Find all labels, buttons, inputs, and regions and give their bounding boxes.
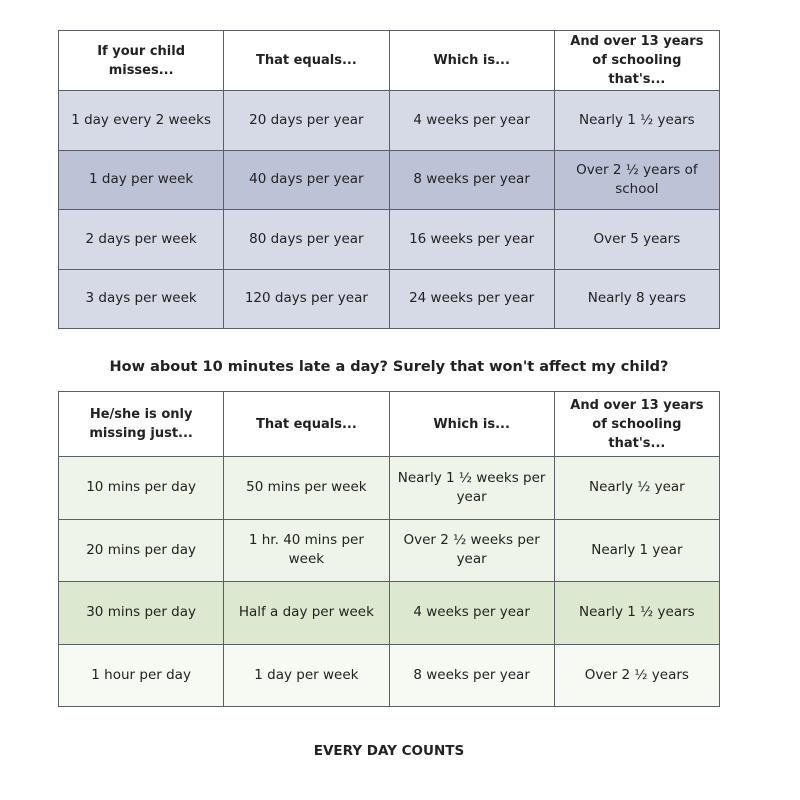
table-cell: 10 mins per day [59, 457, 224, 520]
table-cell: 40 days per year [224, 150, 389, 210]
table-cell: 1 hour per day [59, 644, 224, 707]
table-cell: Nearly ½ year [554, 457, 719, 520]
header-cell: That equals... [224, 392, 389, 457]
header-cell: He/she is only missing just... [59, 392, 224, 457]
header-cell: And over 13 years of schooling that's... [554, 392, 719, 457]
footer-slogan: EVERY DAY COUNTS [313, 743, 465, 759]
table-cell: Nearly 1 ½ weeks per year [389, 457, 554, 520]
lateness-table [58, 391, 720, 707]
header-cell: That equals... [224, 31, 389, 91]
header-cell: Which is... [389, 31, 554, 91]
header-cell: If your child misses... [59, 31, 224, 91]
table-row [59, 150, 720, 210]
table-row [59, 210, 720, 270]
table-cell: Over 2 ½ years of school [554, 150, 719, 210]
table-cell: 1 hr. 40 mins per week [224, 519, 389, 582]
question-heading: How about 10 minutes late a day? Surely that won't affect my child? [109, 359, 669, 375]
table-cell: 4 weeks per year [389, 582, 554, 645]
table-row [59, 457, 720, 520]
table-cell: Over 2 ½ weeks per year [389, 519, 554, 582]
table-cell: 24 weeks per year [389, 269, 554, 329]
table-cell: Over 5 years [554, 210, 719, 270]
table-cell: 30 mins per day [59, 582, 224, 645]
table-cell: Nearly 1 ½ years [554, 91, 719, 151]
table-cell: Nearly 1 ½ years [554, 582, 719, 645]
table-cell: Half a day per week [224, 582, 389, 645]
table-cell: 80 days per year [224, 210, 389, 270]
table-cell: 8 weeks per year [389, 644, 554, 707]
table-cell: 16 weeks per year [389, 210, 554, 270]
table-cell: 2 days per week [59, 210, 224, 270]
table-cell: 1 day per week [224, 644, 389, 707]
table-cell: 50 mins per week [224, 457, 389, 520]
table-header-row [59, 31, 720, 91]
table-header-row [59, 392, 720, 457]
table-cell: 8 weeks per year [389, 150, 554, 210]
table-cell: Nearly 1 year [554, 519, 719, 582]
header-cell: And over 13 years of schooling that's... [554, 31, 719, 91]
table-cell: 20 mins per day [59, 519, 224, 582]
table-row [59, 91, 720, 151]
table-cell: 3 days per week [59, 269, 224, 329]
header-cell: Which is... [389, 392, 554, 457]
table-row [59, 519, 720, 582]
table-cell: Nearly 8 years [554, 269, 719, 329]
table-cell: 20 days per year [224, 91, 389, 151]
table-cell: 120 days per year [224, 269, 389, 329]
table-row [59, 582, 720, 645]
table-cell: Over 2 ½ years [554, 644, 719, 707]
table-row [59, 644, 720, 707]
table-cell: 1 day per week [59, 150, 224, 210]
table-cell: 4 weeks per year [389, 91, 554, 151]
table-row [59, 269, 720, 329]
table-cell: 1 day every 2 weeks [59, 91, 224, 151]
absence-table [58, 30, 720, 329]
